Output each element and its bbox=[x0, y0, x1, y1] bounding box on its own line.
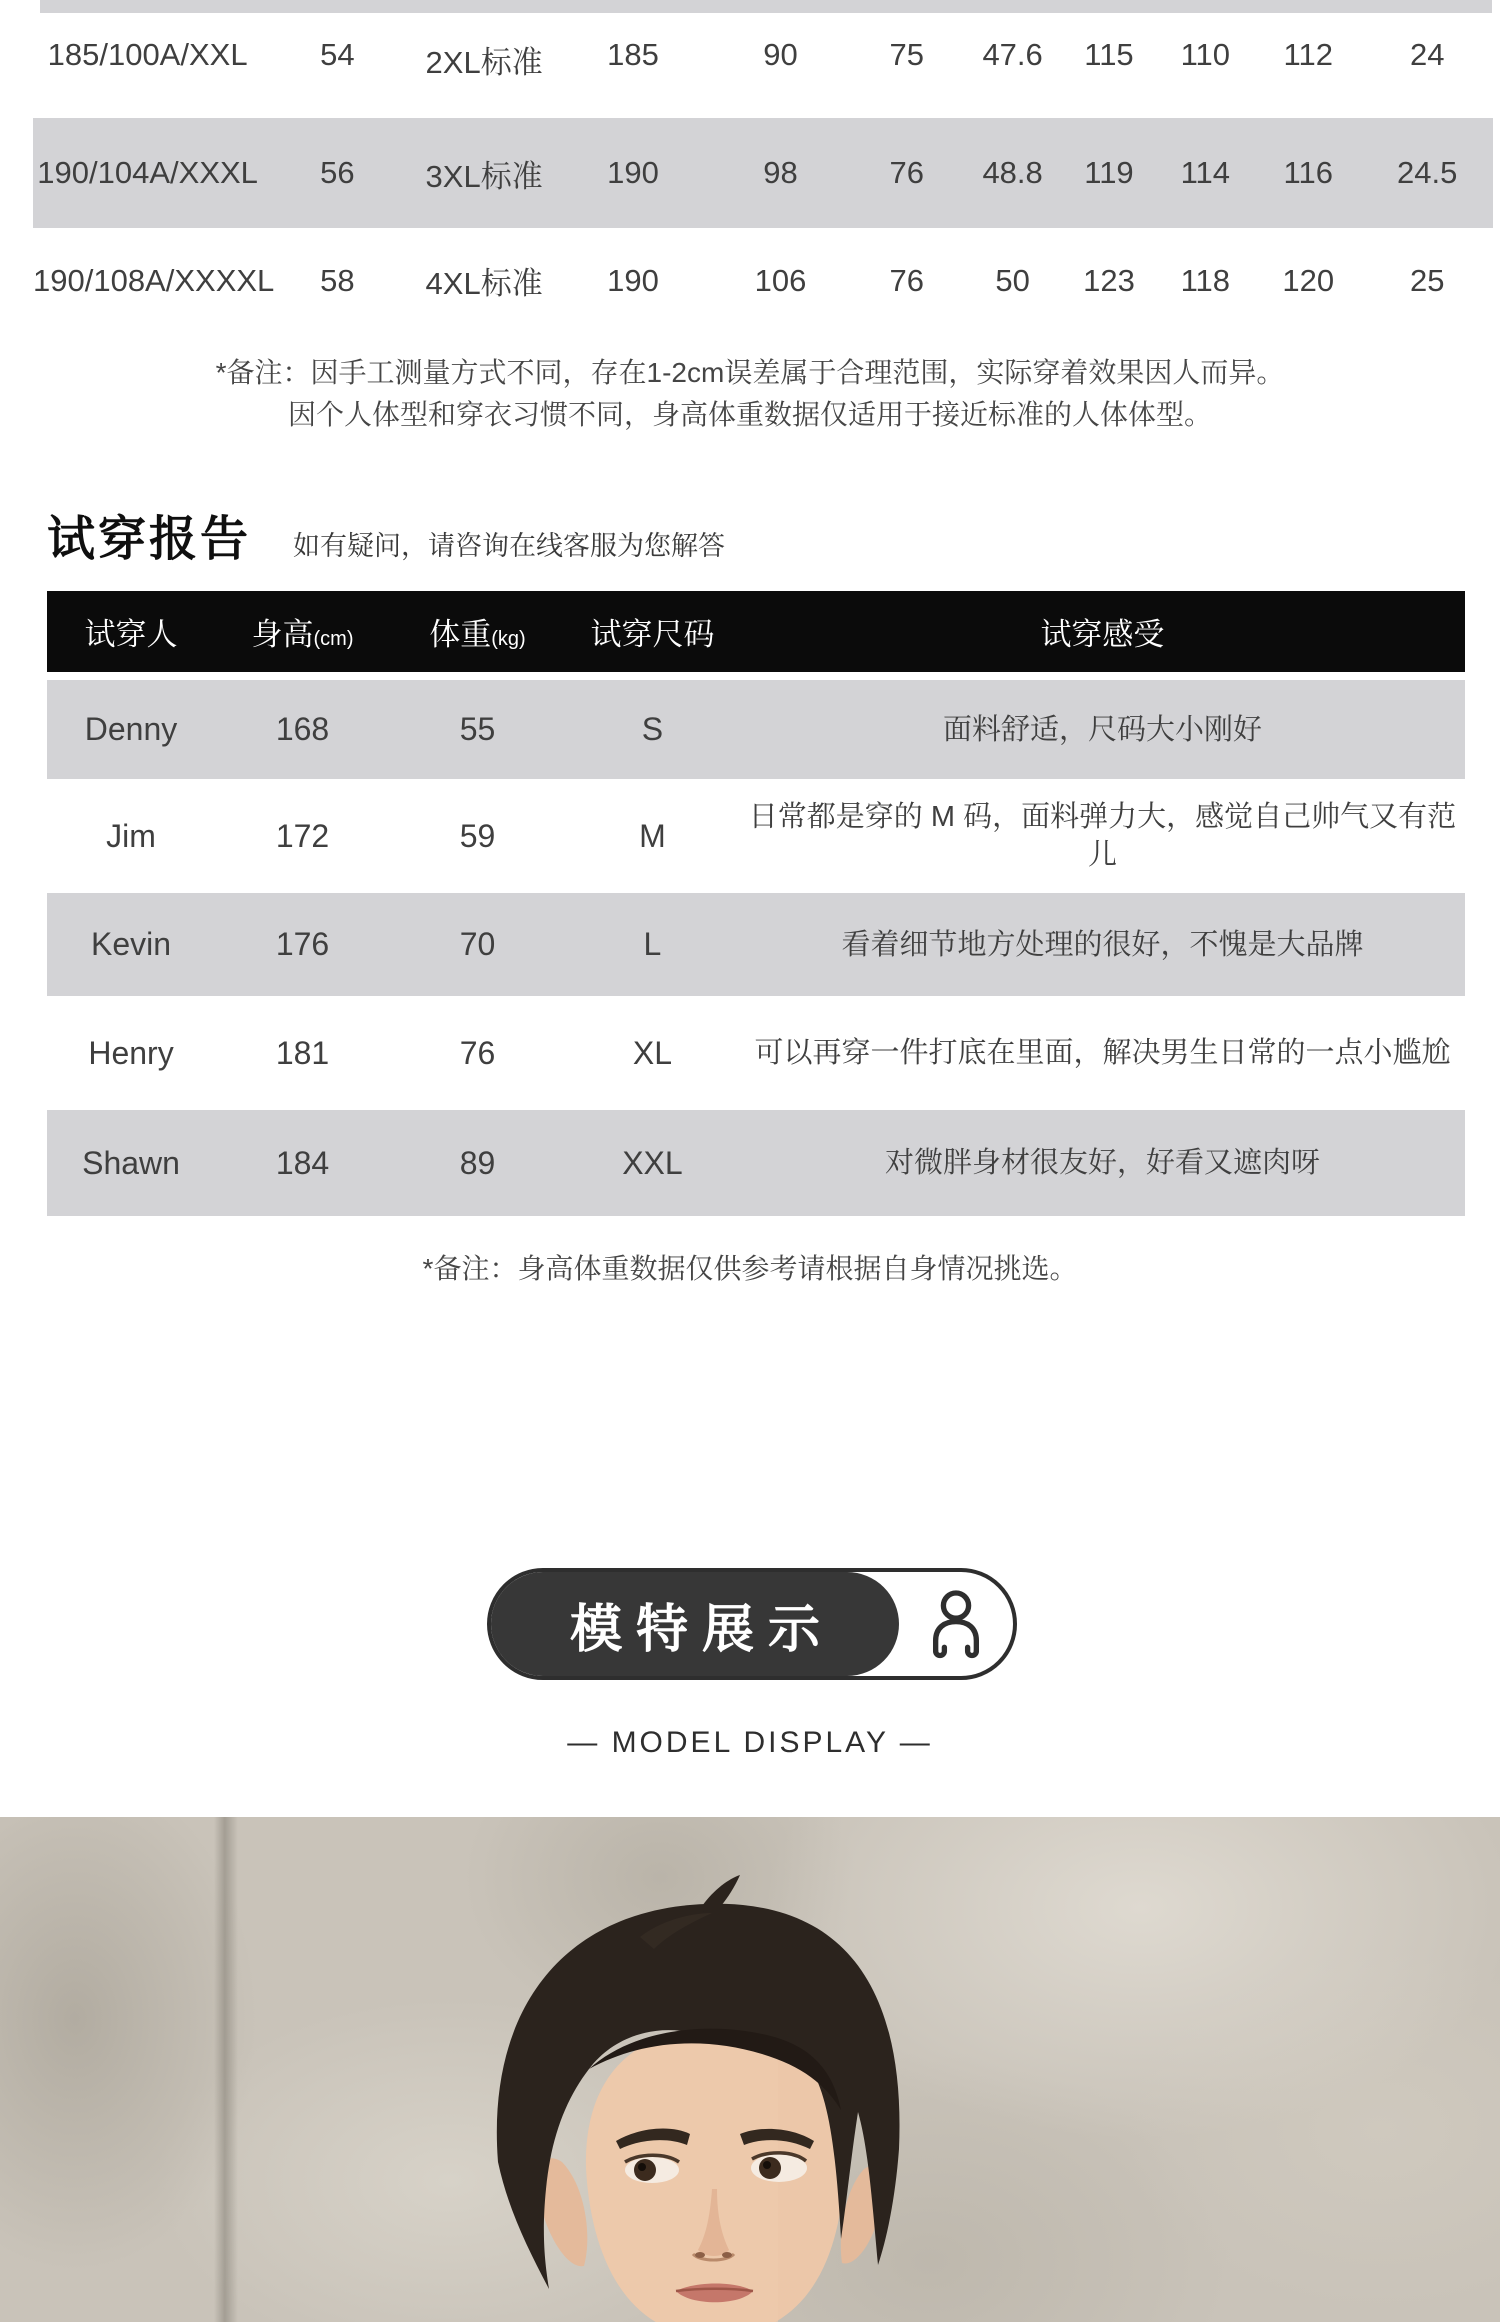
fit-header-person: 试穿人 bbox=[84, 617, 178, 652]
size-cell: 47.6 bbox=[982, 37, 1043, 72]
size-cell: 98 bbox=[763, 155, 798, 190]
model-display-subtitle: — MODEL DISPLAY — bbox=[567, 1726, 933, 1759]
fit-cell-weight: 70 bbox=[459, 926, 496, 962]
size-cell: 48.8 bbox=[982, 155, 1043, 190]
size-cell: 24 bbox=[1409, 37, 1445, 72]
model-illustration bbox=[0, 1817, 1500, 2322]
fit-table-row bbox=[47, 893, 1465, 996]
fit-cell-weight: 89 bbox=[459, 1144, 496, 1181]
fit-cell-size: XXL bbox=[622, 1144, 683, 1181]
size-cell: 24.5 bbox=[1397, 155, 1458, 190]
fit-cell-feeling: 对微胖身材很友好，好看又遮肉呀 bbox=[884, 1147, 1320, 1179]
fit-cell-height: 168 bbox=[275, 711, 330, 747]
size-cell: 185/100A/XXL bbox=[47, 37, 248, 72]
size-cell: 2XL标准 bbox=[425, 45, 543, 80]
size-cell: 56 bbox=[320, 155, 355, 190]
size-cell: 106 bbox=[754, 262, 807, 298]
fit-cell-feeling: 面料舒适，尺码大小刚好 bbox=[942, 713, 1262, 746]
size-cell: 118 bbox=[1180, 262, 1231, 298]
size-cell: 3XL标准 bbox=[425, 158, 543, 194]
size-note-line2: 因个人体型和穿衣习惯不同，身高体重数据仅适用于接近标准的人体体型。 bbox=[287, 399, 1212, 430]
size-cell: 120 bbox=[1282, 262, 1335, 298]
fit-cell-height: 184 bbox=[275, 1144, 330, 1181]
fit-cell-size: M bbox=[639, 817, 666, 854]
model-photo bbox=[0, 1817, 1500, 2322]
size-cell: 190/104A/XXXL bbox=[37, 155, 258, 190]
size-cell: 123 bbox=[1083, 262, 1135, 298]
size-cell: 75 bbox=[889, 37, 925, 72]
size-cell: 76 bbox=[889, 262, 925, 298]
fit-report-subtitle: 如有疑问，请咨询在线客服为您解答 bbox=[293, 531, 726, 561]
fit-table-row bbox=[47, 680, 1465, 779]
fit-cell-size: XL bbox=[632, 1034, 673, 1071]
size-cell: 119 bbox=[1084, 155, 1134, 190]
fit-cell-height: 181 bbox=[275, 1034, 330, 1071]
size-cell: 190 bbox=[607, 262, 659, 298]
size-cell: 112 bbox=[1283, 37, 1333, 72]
fit-table-header bbox=[47, 591, 1465, 672]
fit-table-row bbox=[47, 1110, 1465, 1216]
fit-cell-person: Denny bbox=[84, 711, 178, 747]
size-cell: 115 bbox=[1084, 37, 1134, 72]
fit-report-note: *备注：身高体重数据仅供参考请根据自身情况挑选。 bbox=[422, 1253, 1078, 1284]
size-cell: 58 bbox=[320, 262, 355, 298]
fit-cell-weight: 59 bbox=[459, 817, 496, 854]
size-cell: 76 bbox=[889, 155, 925, 190]
fit-cell-person: Jim bbox=[106, 817, 156, 854]
size-cell: 50 bbox=[995, 262, 1030, 298]
size-table-row-partial bbox=[40, 0, 1492, 13]
fit-cell-weight: 55 bbox=[459, 711, 496, 747]
fit-cell-height: 172 bbox=[275, 817, 330, 854]
fit-cell-person: Shawn bbox=[82, 1144, 180, 1181]
fit-header-weight: 体重(kg) bbox=[429, 617, 526, 652]
fit-cell-weight: 76 bbox=[459, 1034, 496, 1071]
fit-cell-feeling: 可以再穿一件打底在里面，解决男生日常的一点小尴尬 bbox=[754, 1037, 1451, 1069]
size-cell: 54 bbox=[320, 37, 355, 72]
fit-header-feeling: 试穿感受 bbox=[1040, 617, 1165, 652]
size-cell: 90 bbox=[763, 37, 798, 72]
fit-table-row bbox=[47, 779, 1465, 893]
model-display-badge-label: 模特展示 bbox=[491, 1572, 899, 1676]
size-cell: 116 bbox=[1283, 155, 1333, 190]
model-display-badge bbox=[487, 1568, 1017, 1680]
fit-report-heading bbox=[47, 500, 725, 569]
fit-report-title: 试穿报告 bbox=[47, 513, 252, 566]
size-table-note bbox=[0, 352, 1500, 436]
fit-cell-size: S bbox=[641, 711, 664, 747]
size-table-row bbox=[33, 13, 1493, 105]
size-cell: 110 bbox=[1180, 37, 1231, 72]
fit-cell-size: L bbox=[643, 926, 662, 962]
fit-cell-height: 176 bbox=[275, 926, 330, 962]
person-icon bbox=[899, 1572, 1013, 1676]
size-cell: 114 bbox=[1180, 155, 1231, 190]
fit-header-size: 试穿尺码 bbox=[590, 617, 715, 652]
fit-table-row bbox=[47, 996, 1465, 1110]
fit-cell-person: Kevin bbox=[90, 926, 172, 962]
size-cell: 185 bbox=[607, 37, 659, 72]
size-table-row bbox=[33, 228, 1493, 333]
fit-cell-feeling: 日常都是穿的 M 码，面料弹力大，感觉自己帅气又有范儿 bbox=[748, 801, 1457, 871]
size-note-line1: *备注：因手工测量方式不同，存在1-2cm误差属于合理范围，实际穿着效果因人而异。 bbox=[215, 357, 1285, 388]
size-cell: 190/108A/XXXXL bbox=[33, 262, 275, 298]
fit-cell-person: Henry bbox=[88, 1034, 174, 1071]
fit-header-height: 身高(cm) bbox=[251, 617, 354, 652]
size-table-row bbox=[33, 118, 1493, 228]
size-cell: 25 bbox=[1409, 262, 1445, 298]
fit-cell-feeling: 看着细节地方处理的很好，不愧是大品牌 bbox=[841, 928, 1364, 961]
size-cell: 190 bbox=[607, 155, 659, 190]
size-cell: 4XL标准 bbox=[425, 266, 543, 301]
